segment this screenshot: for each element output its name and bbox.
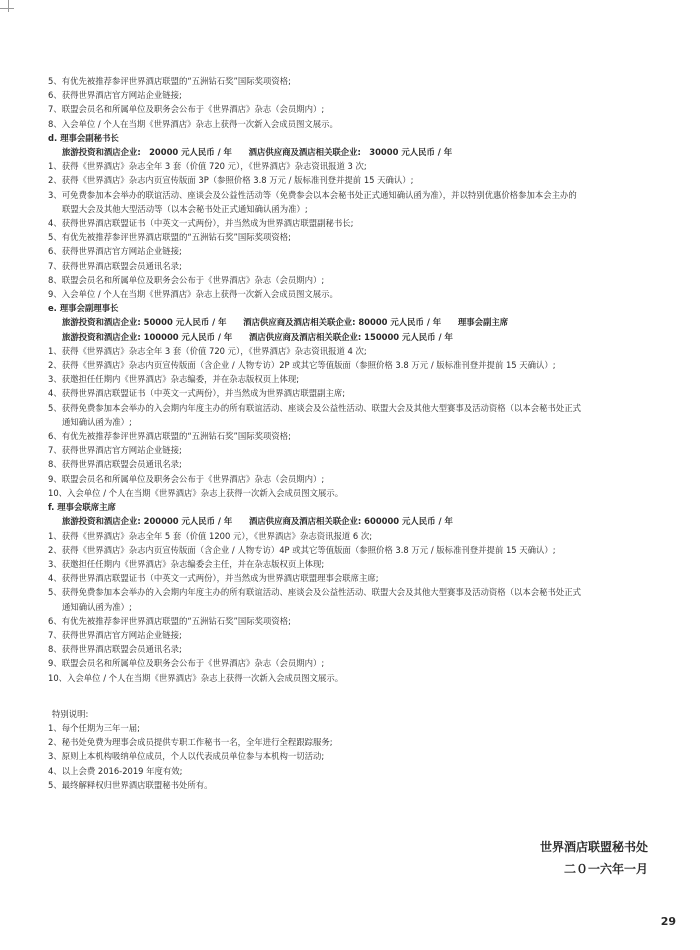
- benefit-line: 1、获得《世界酒店》杂志全年 3 套（价值 720 元），《世界酒店》杂志资讯报道 4 次;: [48, 345, 367, 356]
- signature-block: [540, 836, 648, 880]
- benefit-line: 9、联盟会员名和所属单位及职务会公布于《世界酒店》杂志（会员期内）;: [48, 473, 325, 484]
- fee-line: 旅游投资和酒店企业: 50000 元人民币 / 年 酒店供应商及酒店相关联企业: 80000 元人民币 / 年 理事会副主席: [62, 317, 509, 328]
- benefit-line: 3、可免费参加本会举办的联谊活动、座谈会及公益性活动等（免费参会以本会秘书处正式通知确认函为准），并以特别优惠价格参加本会主办的: [48, 189, 577, 200]
- crop-mark-vertical: [8, 0, 9, 12]
- benefit-line: 通知确认函为准）;: [62, 416, 132, 427]
- benefit-line: 6、有优先被推荐参评世界酒店联盟的“五洲钻石奖”国际奖项资格;: [48, 431, 291, 442]
- benefit-line: 7、联盟会员名和所属单位及职务会公布于《世界酒店》杂志（会员期内）;: [48, 104, 325, 115]
- note-item: 2、秘书处免费为理事会成员提供专职工作秘书一名，全年进行全程跟踪服务;: [48, 737, 333, 748]
- fee-line: 旅游投资和酒店企业: 200000 元人民币 / 年 酒店供应商及酒店相关联企业: 600000 元人民币 / 年: [62, 516, 453, 527]
- benefit-line: 通知确认函为准）;: [62, 601, 132, 612]
- note-item: 3、原则上本机构吸纳单位成员，个人以代表成员单位参与本机构一切活动;: [48, 751, 325, 762]
- benefit-line: 10、入会单位 / 个人在当期《世界酒店》杂志上获得一次新入会成员图文展示。: [48, 487, 344, 498]
- benefit-line: 2、获得《世界酒店》杂志内页宣传版面（含企业 / 人物专访）4P 或其它等值版面（参照价格 3.8 万元 / 版标准刊登并提前 15 天确认）;: [48, 544, 556, 555]
- benefit-line: 3、获邀担任任期内《世界酒店》杂志编委，并在杂志版权页上体现;: [48, 374, 300, 385]
- benefit-line: 6、有优先被推荐参评世界酒店联盟的“五洲钻石奖”国际奖项资格;: [48, 615, 291, 626]
- page-number: 29: [660, 915, 676, 928]
- special-notes: [48, 707, 658, 792]
- benefit-line: 7、获得世界酒店联盟会员通讯名录;: [48, 260, 182, 271]
- benefit-line: 7、获得世界酒店官方网站企业链接;: [48, 445, 182, 456]
- benefit-line: 5、获得免费参加本会举办的入会期内年度主办的所有联谊活动、座谈会及公益性活动、联盟大会及其他大型赛事及活动资格（以本会秘书处正式: [48, 587, 581, 598]
- benefit-line: 9、联盟会员名和所属单位及职务会公布于《世界酒店》杂志（会员期内）;: [48, 658, 325, 669]
- note-item: 1、每个任期为三年一届;: [48, 722, 140, 733]
- fee-line: 旅游投资和酒店企业: 20000 元人民币 / 年 酒店供应商及酒店相关联企业: 30000 元人民币 / 年: [62, 147, 453, 158]
- benefit-line: 8、联盟会员名和所属单位及职务会公布于《世界酒店》杂志（会员期内）;: [48, 274, 325, 285]
- document-body: [48, 74, 658, 792]
- benefit-line: 8、获得世界酒店联盟会员通讯名录;: [48, 644, 182, 655]
- benefit-line: 2、获得《世界酒店》杂志内页宣传版面（含企业 / 人物专访）2P 或其它等值版面（参照价格 3.8 万元 / 版标准刊登并提前 15 天确认）;: [48, 360, 556, 371]
- section-heading: f. 理事会联席主席: [48, 502, 116, 513]
- benefit-line: 4、获得世界酒店联盟证书（中英文一式两份），并当然成为世界酒店联盟副主席;: [48, 388, 346, 399]
- benefit-line: 6、获得世界酒店官方网站企业链接;: [48, 90, 182, 101]
- note-item: 5、最终解释权归世界酒店联盟秘书处所有。: [48, 779, 213, 790]
- section-gap: [48, 685, 658, 707]
- benefit-line: 1、获得《世界酒店》杂志全年 5 套（价值 1200 元），《世界酒店》杂志资讯报道 6 次;: [48, 530, 373, 541]
- signature-date: 二０一六年一月: [563, 862, 648, 876]
- notes-title: 特别说明:: [52, 708, 89, 719]
- benefit-line: 6、获得世界酒店官方网站企业链接;: [48, 246, 182, 257]
- benefit-line: 8、获得世界酒店联盟会员通讯名录;: [48, 459, 182, 470]
- note-item: 4、以上会费 2016-2019 年度有效;: [48, 765, 183, 776]
- benefit-line: 9、入会单位 / 个人在当期《世界酒店》杂志上获得一次新入会成员图文展示。: [48, 289, 338, 300]
- membership-benefits-list: [48, 74, 658, 685]
- benefit-line: 4、获得世界酒店联盟证书（中英文一式两份），并当然成为世界酒店联盟副秘书长;: [48, 218, 354, 229]
- benefit-line: 联盟大会及其他大型活动等（以本会秘书处正式通知确认函为准）;: [62, 203, 308, 214]
- benefit-line: 5、有优先被推荐参评世界酒店联盟的“五洲钻石奖”国际奖项资格;: [48, 76, 291, 86]
- benefit-line: 5、有优先被推荐参评世界酒店联盟的“五洲钻石奖”国际奖项资格;: [48, 232, 291, 243]
- benefit-line: 10、入会单位 / 个人在当期《世界酒店》杂志上获得一次新入会成员图文展示。: [48, 672, 344, 683]
- fee-line: 旅游投资和酒店企业: 100000 元人民币 / 年 酒店供应商及酒店相关联企业: 150000 元人民币 / 年: [62, 331, 453, 342]
- section-heading: d. 理事会副秘书长: [48, 132, 119, 143]
- section-heading: e. 理事会副理事长: [48, 303, 119, 314]
- benefit-line: 4、获得世界酒店联盟证书（中英文一式两份），并当然成为世界酒店联盟理事会联席主席;: [48, 573, 379, 584]
- benefit-line: 5、获得免费参加本会举办的入会期内年度主办的所有联谊活动、座谈会及公益性活动、联盟大会及其他大型赛事及活动资格（以本会秘书处正式: [48, 402, 581, 413]
- benefit-line: 8、入会单位 / 个人在当期《世界酒店》杂志上获得一次新入会成员图文展示。: [48, 118, 338, 129]
- signature-organization: 世界酒店联盟秘书处: [539, 840, 648, 854]
- crop-mark-horizontal: [0, 8, 14, 9]
- benefit-line: 2、获得《世界酒店》杂志内页宣传版面 3P（参照价格 3.8 万元 / 版标准刊登并提前 15 天确认）;: [48, 175, 414, 186]
- benefit-line: 1、获得《世界酒店》杂志全年 3 套（价值 720 元），《世界酒店》杂志资讯报道 3 次;: [48, 161, 367, 172]
- benefit-line: 3、获邀担任任期内《世界酒店》杂志编委会主任，并在杂志版权页上体现;: [48, 558, 325, 569]
- benefit-line: 7、获得世界酒店官方网站企业链接;: [48, 629, 182, 640]
